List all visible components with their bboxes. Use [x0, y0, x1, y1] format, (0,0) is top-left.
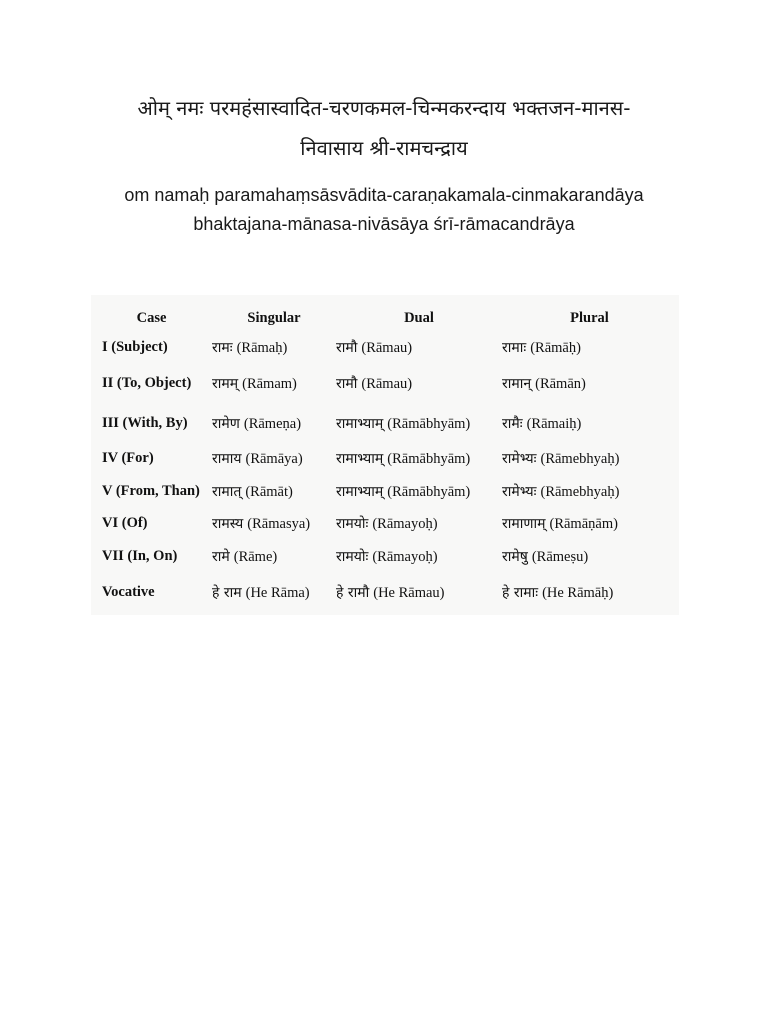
singular-devanagari: रामः: [212, 339, 233, 356]
table-row: [91, 404, 677, 442]
invocation-devanagari-line-2: निवासाय श्री-रामचन्द्राय: [300, 136, 468, 160]
singular-devanagari: रामस्य: [212, 515, 244, 532]
dual-form: [336, 363, 502, 404]
declension-table-panel: [91, 295, 679, 615]
case-label: II (To, Object): [102, 375, 192, 391]
case-label: III (With, By): [102, 414, 188, 431]
dual-form: [336, 331, 502, 363]
dual-devanagari: रामौ: [336, 339, 358, 356]
dual-devanagari: हे रामौ: [336, 584, 370, 601]
dual-devanagari: रामाभ्याम्: [336, 483, 384, 500]
dual-form: [336, 507, 502, 539]
table-row: [91, 475, 677, 507]
plural-roman: (Rāmaiḥ): [526, 415, 582, 432]
singular-roman: (He Rāma): [245, 584, 310, 601]
table-row: [91, 573, 677, 611]
plural-devanagari: रामेषु: [502, 548, 528, 565]
singular-devanagari: हे राम: [212, 584, 242, 601]
dual-form: [336, 475, 502, 507]
dual-form: [336, 442, 502, 475]
plural-devanagari: हे रामाः: [502, 584, 539, 601]
plural-devanagari: रामैः: [502, 415, 523, 432]
plural-devanagari: रामेभ्यः: [502, 451, 537, 467]
plural-roman: (Rāmebhyaḥ): [540, 451, 620, 467]
header-plural: Plural: [570, 309, 609, 326]
singular-roman: (Rāme): [233, 548, 278, 565]
plural-form: [502, 507, 677, 539]
header-singular: Singular: [247, 309, 301, 326]
singular-devanagari: रामम्: [212, 376, 239, 392]
dual-roman: (Rāmābhyām): [387, 415, 471, 432]
table-row: [91, 539, 677, 573]
plural-form: [502, 475, 677, 507]
singular-roman: (Rāmam): [242, 376, 297, 392]
singular-form: [212, 331, 336, 363]
plural-roman: (Rāmāḥ): [530, 339, 581, 356]
transliteration: [0, 181, 768, 239]
plural-devanagari: रामाः: [502, 339, 527, 356]
transliteration-line-2: bhaktajana-mānasa-nivāsāya śrī-rāmacandrāya: [193, 214, 575, 234]
header-case: Case: [136, 309, 167, 326]
plural-devanagari: रामेभ्यः: [502, 483, 537, 500]
dual-devanagari: रामयोः: [336, 548, 369, 565]
singular-form: [212, 507, 336, 539]
singular-devanagari: रामाय: [212, 451, 242, 467]
case-label: IV (For): [102, 450, 154, 466]
plural-form: [502, 331, 677, 363]
dual-roman: (Rāmābhyām): [387, 451, 471, 467]
table-header-row: [91, 305, 677, 331]
transliteration-line-1: om namaḥ paramahaṃsāsvādita-caraṇakamala-cinmakarandāya: [124, 185, 644, 205]
dual-roman: (He Rāmau): [373, 584, 445, 601]
singular-form: [212, 363, 336, 404]
plural-roman: (Rāmān): [535, 376, 586, 392]
singular-form: [212, 573, 336, 611]
plural-form: [502, 363, 677, 404]
case-label: Vocative: [102, 583, 155, 600]
singular-devanagari: रामात्: [212, 483, 242, 500]
dual-roman: (Rāmayoḥ): [372, 548, 438, 565]
plural-form: [502, 539, 677, 573]
dual-devanagari: रामाभ्याम्: [336, 451, 384, 467]
dual-roman: (Rāmābhyām): [387, 483, 471, 500]
case-label: VI (Of): [102, 514, 148, 531]
declension-table: [91, 305, 677, 611]
singular-form: [212, 404, 336, 442]
singular-roman: (Rāmasya): [247, 515, 311, 532]
case-label: VII (In, On): [102, 547, 178, 564]
invocation-devanagari-line-1: ओम् नमः परमहंसास्वादित-चरणकमल-चिन्मकरन्दाय भक्तजन-मानस-: [137, 96, 631, 120]
table-row: [91, 331, 677, 363]
singular-form: [212, 539, 336, 573]
dual-devanagari: रामयोः: [336, 515, 369, 532]
dual-devanagari: रामाभ्याम्: [336, 415, 384, 432]
plural-roman: (Rāmāṇām): [549, 515, 618, 532]
plural-form: [502, 404, 677, 442]
table-row: [91, 363, 677, 404]
plural-roman: (He Rāmāḥ): [542, 584, 614, 601]
case-label: V (From, Than): [102, 482, 200, 499]
singular-devanagari: रामेण: [212, 415, 240, 432]
dual-form: [336, 573, 502, 611]
singular-roman: (Rāmeṇa): [243, 415, 302, 432]
singular-form: [212, 442, 336, 475]
devanagari-invocation: [0, 88, 768, 168]
table-row: [91, 507, 677, 539]
plural-roman: (Rāmebhyaḥ): [540, 483, 620, 500]
singular-form: [212, 475, 336, 507]
singular-devanagari: रामे: [212, 548, 230, 565]
plural-form: [502, 442, 677, 475]
header-dual: Dual: [404, 309, 434, 326]
plural-roman: (Rāmeṣu): [531, 548, 589, 565]
plural-form: [502, 573, 677, 611]
singular-roman: (Rāmāt): [245, 483, 293, 500]
plural-devanagari: रामान्: [502, 376, 532, 392]
singular-roman: (Rāmaḥ): [236, 339, 288, 356]
plural-devanagari: रामाणाम्: [502, 515, 546, 532]
dual-roman: (Rāmau): [361, 376, 413, 392]
dual-devanagari: रामौ: [336, 376, 358, 392]
dual-roman: (Rāmau): [361, 339, 413, 356]
dual-form: [336, 404, 502, 442]
dual-roman: (Rāmayoḥ): [372, 515, 438, 532]
singular-roman: (Rāmāya): [245, 451, 303, 467]
case-label: I (Subject): [102, 338, 168, 355]
table-row: [91, 442, 677, 475]
dual-form: [336, 539, 502, 573]
